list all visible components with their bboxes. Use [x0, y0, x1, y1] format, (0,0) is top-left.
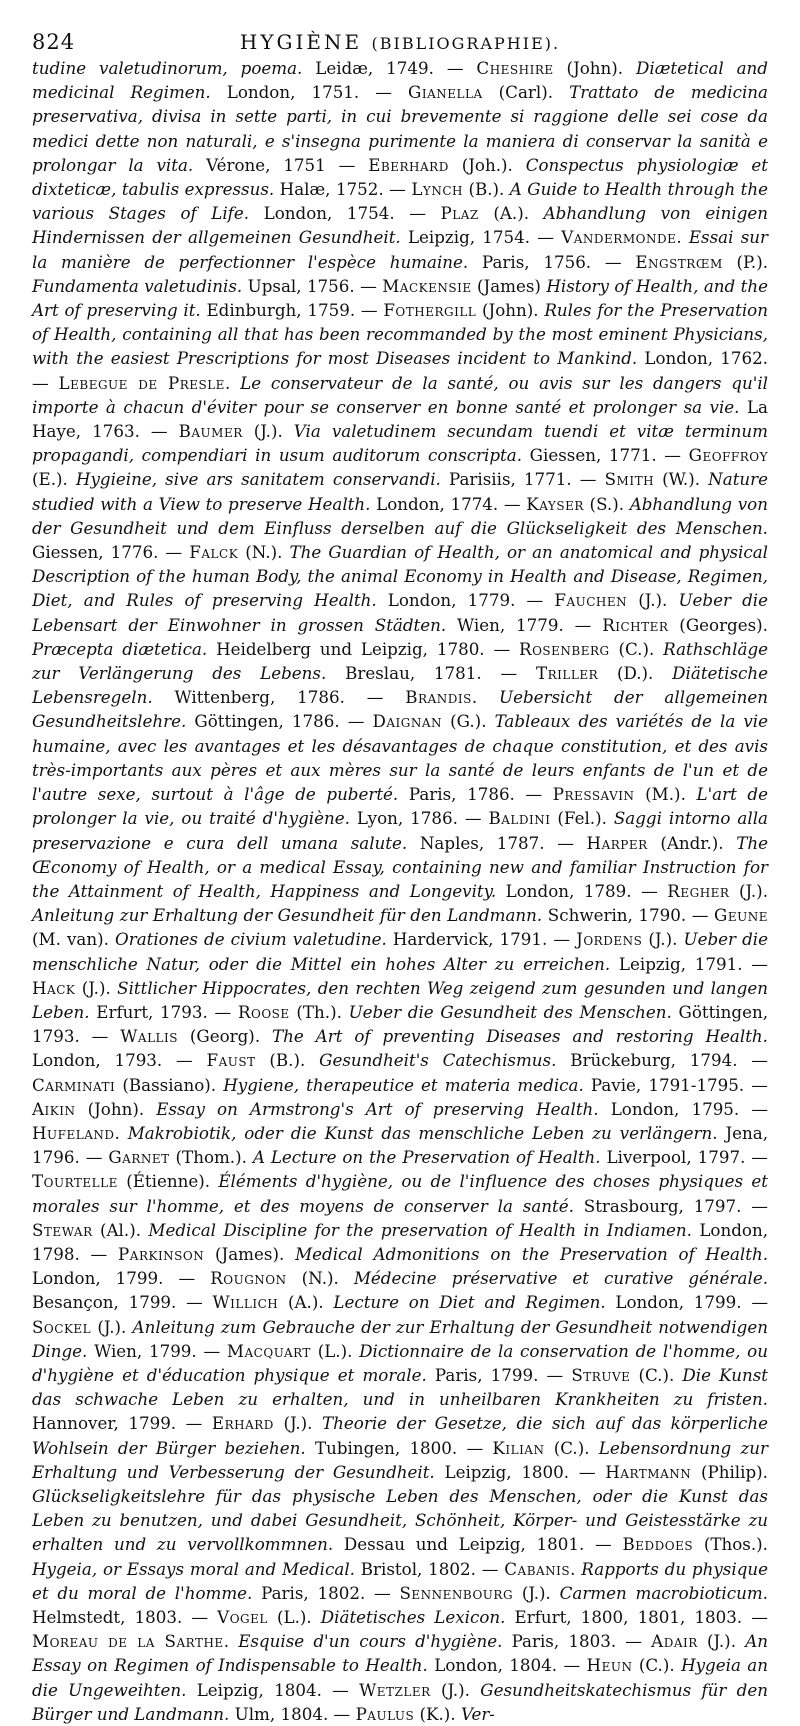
page-header	[32, 22, 768, 56]
bibliography-text: tudine valetudinorum, poema. Leidæ, 1749. — Cheshire (John). Diætetical and medicinal Regimen. London, 1751. — Gianella (Carl). Trattato de medicina preservativa, divisa in sette parti, in cui brevemente si raggione delle sei cose da medici dette non naturali, e s'insegna purimente la maniera di conservar la sanità e prolongar la vita. Vérone, 1751 — Eberhard (Joh.). Conspectus physiologiæ et dixteticæ, tabulis expressus. Halæ, 1752. — Lynch (B.). A Guide to Health through the various Stages of Life. London, 1754. — Plaz (A.). Abhandlung von einigen Hindernissen der allgemeinen Gesundheit. Leipzig, 1754. — Vandermonde. Essai sur la manière de perfectionner l'espèce humaine. Paris, 1756. — Engstrœm (P.). Fundamenta valetudinis. Upsal, 1756. — Mackensie (James) History of Health, and the Art of preserving it. Edinburgh, 1759. — Fothergill (John). Rules for the Preservation of Health, containing all that has been recommanded by the most eminent Physicians, with the easiest Prescriptions for most Diseases incident to Mankind. London, 1762. — Lebegue de Presle. Le conservateur de la santé, ou avis sur les dangers qu'il importe à chacun d'éviter pour se conserver en bonne santé et prolonger sa vie. La Haye, 1763. — Baumer (J.). Via valetudinem secundam tuendi et vitæ terminum propagandi, compendiari in usum auditorum conscripta. Giessen, 1771. — Geoffroy (E.). Hygieine, sive ars sanitatem conservandi. Parisiis, 1771. — Smith (W.). Nature studied with a View to preserve Health. London, 1774. — Kayser (S.). Abhandlung von der Gesundheit und dem Einfluss derselben auf die Glückseligkeit des Menschen. Giessen, 1776. — Falck (N.). The Guardian of Health, or an anatomical and physical Description of the human Body, the animal Economy in Health and Disease, Regimen, Diet, and Rules of preserving Health. London, 1779. — Fauchen (J.). Ueber die Lebensart der Einwohner in grossen Städten. Wien, 1779. — Richter (Georges). Præcepta diætetica. Heidelberg und Leipzig, 1780. — Rosenberg (C.). Rathschläge zur Verlängerung des Lebens. Breslau, 1781. — Triller (D.). Diätetische Lebensregeln. Wittenberg, 1786. — Brandis. Uebersicht der allgemeinen Gesundheitslehre. Göttingen, 1786. — Daignan (G.). Tableaux des variétés de la vie humaine, avec les avantages et les désavantages de chaque constitution, et des avis très-importants aux pères et aux mères sur la santé de leurs enfants de l'un et de l'autre sexe, surtout à l'âge de puberté. Paris, 1786. — Pressavin (M.). L'art de prolonger la vie, ou traité d'hygiène. Lyon, 1786. — Baldini (Fel.). Saggi intorno alla preservazione e cura dell umana salute. Naples, 1787. — Harper (Andr.). The Œconomy of Health, or a medical Essay, containing new and familiar Instruction for the Attainment of Health, Happiness and Longevity. London, 1789. — Regher (J.). Anleitung zur Erhaltung der Gesundheit für den Landmann. Schwerin, 1790. — Geune (M. van). Orationes de civium valetudine. Hardervick, 1791. — Jordens (J.). Ueber die menschliche Natur, oder die Mittel ein hohes Alter zu erreichen. Leipzig, 1791. — Hack (J.). Sittlicher Hippocrates, den rechten Weg zeigend zum gesunden und langen Leben. Erfurt, 1793. — Roose (Th.). Ueber die Gesundheit des Menschen. Göttingen, 1793. — Wallis (Georg). The Art of preventing Diseases and restoring Health. London, 1793. — Faust (B.). Gesundheit's Catechismus. Brückeburg, 1794. — Carminati (Bassiano). Hygiene, therapeutice et materia medica. Pavie, 1791-1795. — Aikin (John). Essay on Armstrong's Art of preserving Health. London, 1795. — Hufeland. Makrobiotik, oder die Kunst das menschliche Leben zu verlängern. Jena, 1796. — Garnet (Thom.). A Lecture on the Preservation of Health. Liverpool, 1797. — Tourtelle (Étienne). Éléments d'hygiène, ou de l'influence des choses physiques et morales sur l'homme, et des moyens de conserver la santé. Strasbourg, 1797. — Stewar (Al.). Medical Discipline for the preservation of Health in Indiamen. London, 1798. — Parkinson (James). Medical Admonitions on the Preservation of Health. London, 1799. — Rougnon (N.). Médecine préservative et curative générale. Besançon, 1799. — Willich (A.). Lecture on Diet and Regimen. London, 1799. — Sockel (J.). Anleitung zum Gebrauche der zur Erhaltung der Gesundheit notwendigen Dinge. Wien, 1799. — Macquart (L.). Dictionnaire de la conservation de l'homme, ou d'hygiène et d'éducation physique et morale. Paris, 1799. — Struve (C.). Die Kunst das schwache Leben zu erhalten, und in unheilbaren Krankheiten zu fristen. Hannover, 1799. — Erhard (J.). Theorie der Gesetze, die sich auf das körperliche Wohlsein der Bürger beziehen. Tubingen, 1800. — Kilian (C.). Lebensordnung zur Erhaltung und Verbesserung der Gesundheit. Leipzig, 1800. — Hartmann (Philip). Glückseligkeitslehre für das physische Leben des Menschen, oder die Kunst das Leben zu benutzen, und dabei Gesundheit, Schönheit, Körper- und Geistesstärke zu erhalten und zu vervollkommnen. Dessau und Leipzig, 1801. — Beddoes (Thos.). Hygeia, or Essays moral and Medical. Bristol, 1802. — Cabanis. Rapports du physique et du moral de l'homme. Paris, 1802. — Sennenbourg (J.). Carmen macrobioticum. Helmstedt, 1803. — Vogel (L.). Diätetisches Lexicon. Erfurt, 1800, 1801, 1803. — Moreau de la Sarthe. Esquise d'un cours d'hygiène. Paris, 1803. — Adair (J.). An Essay on Regimen of Indispensable to Health. London, 1804. — Heun (C.). Hygeia an die Ungeweihten. Leipzig, 1804. — Wetzler (J.). Gesundheitskatechismus für den Bürger und Landmann. Ulm, 1804. — Paulus (K.). Ver-	[32, 58, 769, 1724]
running-title-main: HYGIÈNE	[239, 30, 363, 54]
running-title	[32, 30, 768, 54]
page-number: 824	[32, 30, 76, 54]
running-title-sub: (BIBLIOGRAPHIE).	[371, 34, 561, 53]
